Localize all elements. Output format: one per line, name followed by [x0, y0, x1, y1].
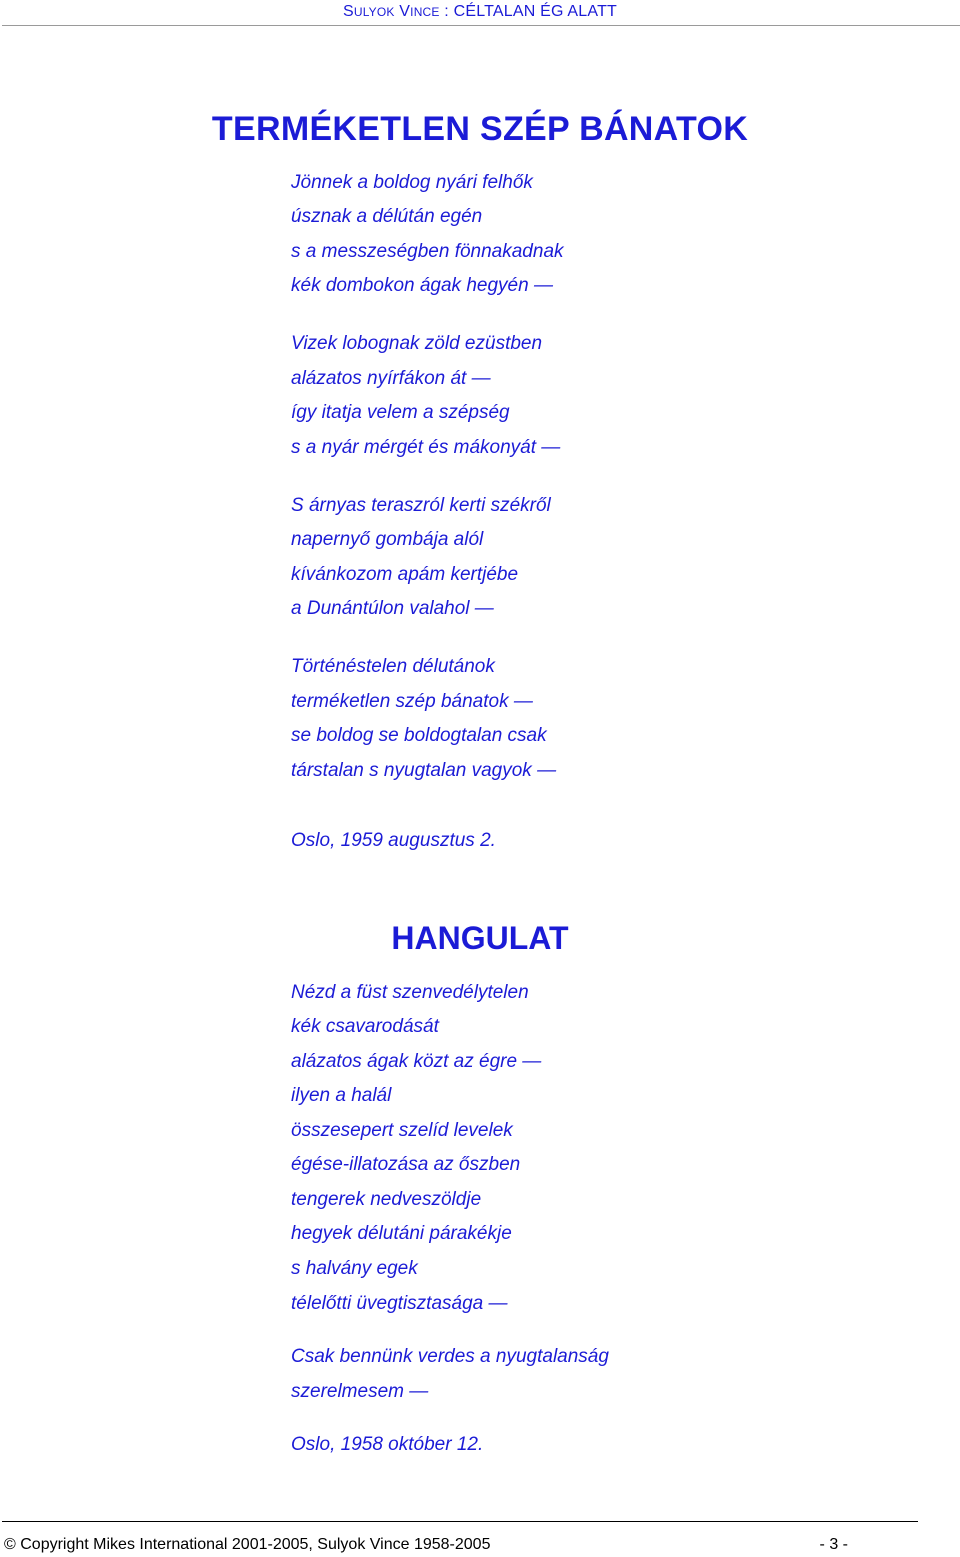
poem1-title: TERMÉKETLEN SZÉP BÁNATOK [211, 110, 749, 148]
poem1-line: úsznak a délútán egén [291, 206, 483, 227]
poem2-title: HANGULAT [391, 920, 569, 956]
poem1-line: a Dunántúlon valahol — [291, 598, 494, 619]
poem1-line: társtalan s nyugtalan vagyok — [291, 760, 557, 781]
poem2-line: tengerek nedveszöldje [291, 1189, 482, 1210]
poem1-line: s a messzeségben fönnakadnak [291, 241, 564, 262]
poem1-line: így itatja velem a szépség [291, 402, 510, 423]
poem1-line: kívánkozom apám kertjébe [291, 564, 519, 585]
poem2-line: Nézd a füst szenvedélytelen [291, 982, 529, 1003]
footer-copyright: © Copyright Mikes International 2001-2005, Sulyok Vince 1958-2005 [4, 1536, 491, 1553]
header-author-rest-1: ULYOK [353, 5, 395, 19]
poem2-line: Csak bennünk verdes a nyugtalanság [291, 1346, 609, 1367]
running-header [0, 3, 960, 21]
poem1-line: Történéstelen délutánok [291, 656, 495, 677]
header-book-title: : CÉLTALAN ÉG ALATT [444, 3, 618, 20]
poem2-line: s halvány egek [291, 1258, 418, 1279]
poem2-line: ilyen a halál [291, 1085, 392, 1106]
poem1-line: kék dombokon ágak hegyén — [291, 275, 553, 296]
poem1-line: Vizek lobognak zöld ezüstben [291, 333, 543, 354]
poem1-date: Oslo, 1959 augusztus 2. [291, 830, 496, 851]
poem2-date: Oslo, 1958 október 12. [291, 1434, 484, 1455]
header-author-rest-2: INCE [410, 5, 440, 19]
poem1-line: se boldog se boldogtalan csak [291, 725, 547, 746]
footer-page-number: - 3 - [819, 1536, 848, 1553]
footer-divider [2, 1521, 918, 1522]
poem2-line: télelőtti üvegtisztasága — [291, 1293, 508, 1314]
poem2-line: szerelmesem — [291, 1381, 429, 1402]
poem2-line: alázatos ágak közt az égre — [291, 1051, 542, 1072]
poem1-line: S árnyas teraszról kerti székről [291, 495, 551, 516]
poem2-line: összesepert szelíd levelek [291, 1120, 513, 1141]
poem1-line: alázatos nyírfákon át — [291, 368, 491, 389]
poem1-line: Jönnek a boldog nyári felhők [291, 172, 533, 193]
header-divider [2, 25, 960, 26]
poem1-line: s a nyár mérgét és mákonyát — [291, 437, 561, 458]
header-author-initial-1: S [342, 3, 354, 20]
poem2-line: égése-illatozása az őszben [291, 1154, 521, 1175]
poem1-line: napernyő gombája alól [291, 529, 484, 550]
poem2-line: hegyek délutáni párakékje [291, 1223, 512, 1244]
header-author-initial-2: V [399, 3, 411, 20]
poem1-line: terméketlen szép bánatok — [291, 691, 533, 712]
poem2-line: kék csavarodását [291, 1016, 439, 1037]
